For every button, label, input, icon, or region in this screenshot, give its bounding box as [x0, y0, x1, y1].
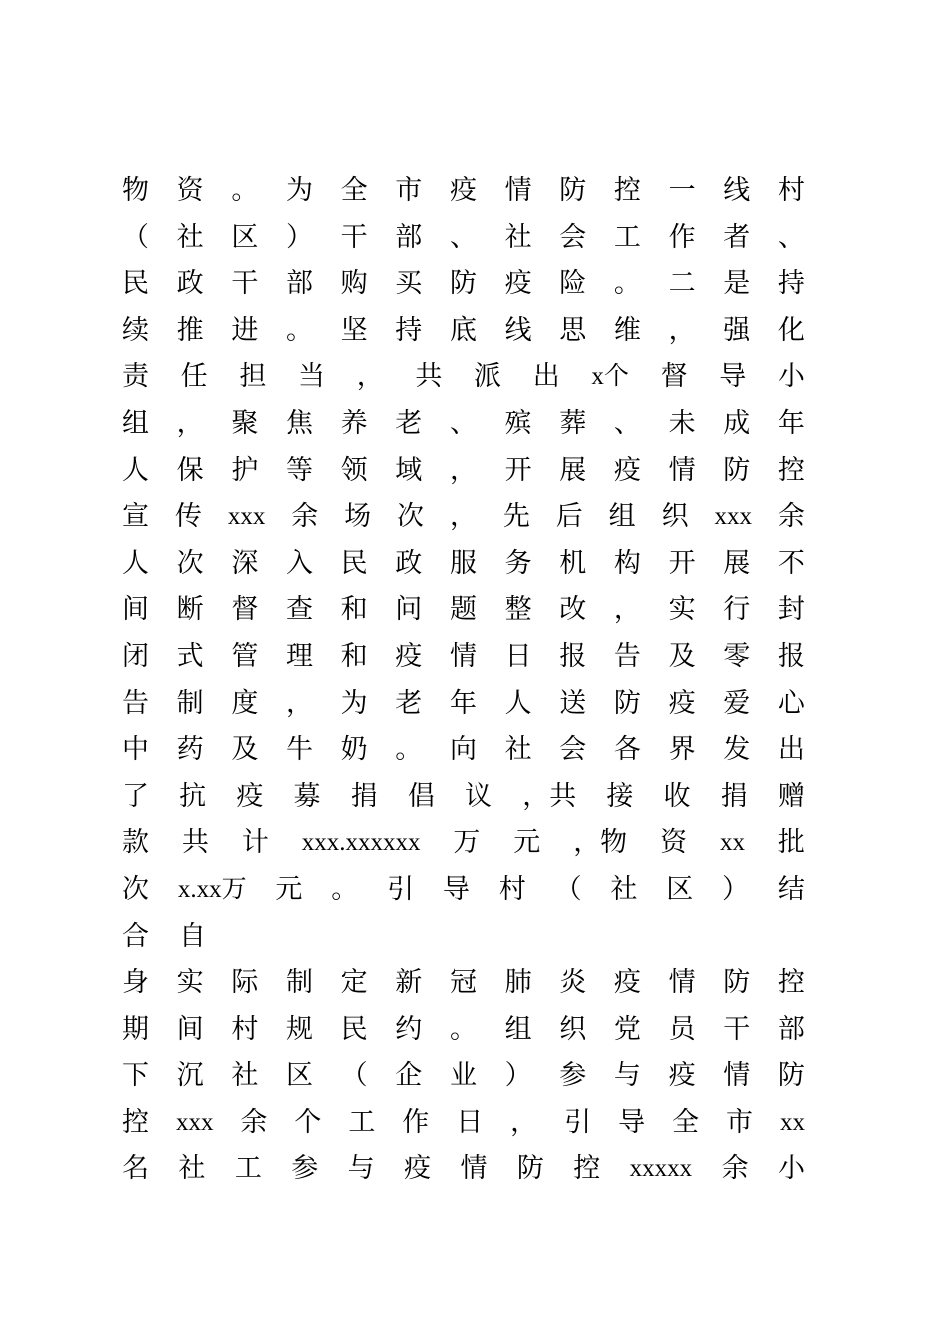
text-token: 二 — [668, 268, 696, 300]
text-token: ， — [356, 361, 384, 393]
text-token: 一 — [668, 175, 696, 206]
text-token: ，共 — [522, 780, 577, 812]
text-token: 开 — [504, 454, 532, 486]
text-token: 会 — [559, 221, 587, 253]
text-token: 殡 — [504, 407, 532, 439]
text-token: 疫 — [668, 687, 696, 719]
text-token: 了 — [122, 780, 149, 812]
text-line — [122, 1100, 805, 1147]
text-token: 险 — [559, 268, 587, 300]
text-token: xxx — [227, 503, 266, 531]
text-token: 村 — [777, 175, 805, 206]
text-token: 导 — [618, 1106, 646, 1138]
text-token: 社 — [176, 221, 204, 253]
text-token: 接 — [606, 780, 634, 812]
text-token: 党 — [613, 1013, 641, 1045]
text-token: 、 — [777, 221, 805, 253]
text-token: 传 — [174, 501, 202, 533]
text-token: 元 — [275, 873, 303, 905]
text-token: 市 — [725, 1106, 753, 1138]
text-token: 情 — [723, 1060, 751, 1092]
text-token: 告 — [122, 687, 149, 719]
text-token: x个 — [591, 363, 629, 391]
text-token: xxx — [714, 503, 752, 531]
text-token: 间 — [122, 594, 149, 626]
text-token: 肺 — [504, 967, 532, 999]
text-token: ，物 — [573, 827, 628, 859]
text-token: 为 — [285, 175, 313, 206]
text-token: 和 — [340, 594, 368, 626]
text-token: 干 — [723, 1013, 751, 1045]
text-token: 买 — [395, 268, 423, 300]
text-token: 际 — [231, 967, 259, 999]
text-token: 政 — [395, 547, 423, 579]
text-token: x.xx万 — [177, 875, 247, 903]
text-token: 心 — [777, 687, 805, 719]
text-token: ， — [449, 454, 477, 486]
text-token: 当 — [298, 361, 326, 393]
text-token: 底 — [449, 314, 477, 346]
text-token: （ — [554, 873, 582, 905]
text-line — [122, 215, 805, 262]
text-token: 社 — [504, 734, 532, 766]
text-token: 题 — [449, 594, 477, 626]
text-token: 冠 — [449, 967, 477, 999]
text-token: 织 — [661, 501, 689, 533]
text-token: 新 — [395, 967, 423, 999]
text-token: 共 — [181, 827, 209, 859]
text-token: 问 — [395, 594, 423, 626]
text-token: 度 — [231, 687, 259, 719]
text-token: ） — [504, 1060, 532, 1092]
text-token: 防 — [449, 268, 477, 300]
text-token: 收 — [663, 780, 691, 812]
text-token: 控 — [613, 175, 641, 206]
text-token: 牛 — [285, 734, 313, 766]
text-token: 情 — [504, 175, 532, 206]
text-token: 控 — [122, 1106, 149, 1138]
text-token: 葬 — [559, 407, 587, 439]
text-token: 政 — [176, 268, 204, 300]
text-token: 元 — [513, 827, 541, 859]
text-token: 界 — [668, 734, 696, 766]
text-token: 次 — [176, 547, 204, 579]
text-token: ， — [176, 407, 204, 439]
text-line — [122, 168, 805, 215]
text-token: 报 — [777, 640, 805, 672]
text-token: 域 — [395, 454, 423, 486]
text-token: 管 — [231, 640, 259, 672]
text-token: 织 — [559, 1013, 587, 1045]
text-token: 送 — [559, 687, 587, 719]
text-token: 名 — [122, 1153, 149, 1185]
text-token: 化 — [777, 314, 805, 346]
text-token: 个 — [294, 1106, 322, 1138]
text-token: 部 — [395, 221, 423, 253]
text-token: 捐 — [350, 780, 378, 812]
text-line — [122, 634, 805, 681]
text-token: 余 — [240, 1106, 268, 1138]
text-token: 宣 — [122, 501, 149, 533]
text-token: 社 — [231, 1060, 259, 1092]
text-token: 情 — [668, 967, 696, 999]
text-line — [122, 308, 805, 355]
text-token: 责 — [122, 361, 149, 393]
text-token: 区 — [231, 221, 259, 253]
text-token: 。 — [331, 873, 359, 905]
text-token: 抗 — [179, 780, 207, 812]
text-token: 发 — [723, 734, 751, 766]
text-token: 倡 — [407, 780, 435, 812]
text-token: 自 — [179, 920, 206, 952]
text-line — [122, 494, 805, 541]
text-token: （ — [340, 1060, 368, 1092]
text-token: 场 — [344, 501, 372, 533]
text-token: 整 — [504, 594, 532, 626]
text-token: 向 — [449, 734, 477, 766]
text-token: 疫 — [613, 967, 641, 999]
text-token: ， — [613, 594, 641, 626]
text-token: 控 — [573, 1153, 601, 1185]
text-token: 次 — [397, 501, 425, 533]
text-token: 、 — [449, 221, 477, 253]
text-token: 。 — [395, 734, 423, 766]
text-token: 派 — [474, 361, 502, 393]
text-token: 防 — [723, 454, 751, 486]
text-token: 组 — [608, 501, 636, 533]
text-token: 改 — [559, 594, 587, 626]
text-token: 组 — [122, 407, 149, 439]
text-token: 余 — [777, 501, 805, 533]
text-token: 捐 — [720, 780, 748, 812]
text-token: 资 — [660, 827, 688, 859]
text-token: 参 — [291, 1153, 319, 1185]
text-token: 。 — [231, 175, 259, 206]
text-token: 社 — [504, 221, 532, 253]
text-token: 先 — [502, 501, 530, 533]
text-token: 款 — [122, 827, 149, 859]
text-token: xxxxx — [629, 1155, 693, 1183]
text-token: 防 — [613, 687, 641, 719]
text-token: 工 — [613, 221, 641, 253]
text-token: 展 — [723, 547, 751, 579]
text-token: 焦 — [285, 407, 313, 439]
text-token: 实 — [668, 594, 696, 626]
text-token: 封 — [777, 594, 805, 626]
text-token: 疫 — [236, 780, 264, 812]
text-token: 下 — [122, 1060, 149, 1092]
text-token: 村 — [498, 873, 526, 905]
text-token: 出 — [777, 734, 805, 766]
text-token: 控 — [777, 454, 805, 486]
text-token: 疫 — [404, 1153, 432, 1185]
text-token: 未 — [668, 407, 696, 439]
text-token: 坚 — [340, 314, 368, 346]
text-token: 导 — [442, 873, 470, 905]
text-token: ， — [285, 687, 313, 719]
text-token: 老 — [395, 687, 423, 719]
text-token: 开 — [668, 547, 696, 579]
text-token: 民 — [122, 268, 149, 300]
text-token: 务 — [504, 547, 532, 579]
text-token: 督 — [231, 594, 259, 626]
text-token: 实 — [176, 967, 204, 999]
text-token: 计 — [241, 827, 269, 859]
text-token: ） — [722, 873, 750, 905]
text-token: 等 — [285, 454, 313, 486]
text-token: 养 — [340, 407, 368, 439]
text-token: 和 — [340, 640, 368, 672]
text-token: 共 — [415, 361, 443, 393]
text-token: ， — [449, 501, 477, 533]
text-token: 情 — [460, 1153, 488, 1185]
text-token: 人 — [504, 687, 532, 719]
text-token: 年 — [777, 407, 805, 439]
text-token: 沉 — [176, 1060, 204, 1092]
text-token: 与 — [613, 1060, 641, 1092]
text-token: 思 — [559, 314, 587, 346]
text-token: 制 — [176, 687, 204, 719]
text-token: 市 — [395, 175, 423, 206]
text-token: 合 — [122, 920, 149, 952]
text-token: 领 — [340, 454, 368, 486]
text-token: 人 — [122, 454, 149, 486]
text-line — [122, 681, 805, 728]
text-token: 业 — [449, 1060, 477, 1092]
text-token: 组 — [504, 1013, 532, 1045]
text-token: 募 — [293, 780, 321, 812]
text-token: 疫 — [504, 268, 532, 300]
text-line — [122, 774, 805, 821]
text-token: 成 — [723, 407, 751, 439]
text-token: 不 — [777, 547, 805, 579]
text-token: 。 — [613, 268, 641, 300]
text-token: 作 — [668, 221, 696, 253]
text-token: 村 — [231, 1013, 259, 1045]
text-token: 奶 — [340, 734, 368, 766]
text-token: 中 — [122, 734, 149, 766]
text-token: 续 — [122, 314, 149, 346]
text-line — [122, 727, 805, 774]
text-token: 保 — [176, 454, 204, 486]
text-token: 与 — [347, 1153, 375, 1185]
text-line — [122, 448, 805, 495]
text-token: 工 — [234, 1153, 262, 1185]
text-token: 持 — [395, 314, 423, 346]
text-token: 日 — [456, 1106, 484, 1138]
text-token: 疫 — [449, 175, 477, 206]
text-token: 报 — [559, 640, 587, 672]
text-token: 批 — [777, 827, 805, 859]
text-token: 期 — [122, 1013, 149, 1045]
text-token: 规 — [285, 1013, 313, 1045]
text-token: 物 — [122, 175, 149, 206]
text-token: 民 — [340, 1013, 368, 1045]
text-token: 入 — [285, 547, 313, 579]
text-token: 维 — [613, 314, 641, 346]
text-token: 议 — [465, 780, 493, 812]
text-line — [122, 820, 805, 867]
text-token: 区 — [285, 1060, 313, 1092]
text-token: 督 — [660, 361, 688, 393]
text-token: 。 — [449, 1013, 477, 1045]
text-token: 人 — [122, 547, 149, 579]
text-line — [122, 867, 805, 914]
text-token: 查 — [285, 594, 313, 626]
text-token: 次 — [122, 873, 149, 905]
text-token: 控 — [777, 967, 805, 999]
text-token: xxx.xxxxxx — [301, 829, 421, 857]
text-token: 引 — [564, 1106, 592, 1138]
text-token: 行 — [723, 594, 751, 626]
text-token: 全 — [340, 175, 368, 206]
text-token: 理 — [285, 640, 313, 672]
text-token: 防 — [777, 1060, 805, 1092]
text-token: 防 — [723, 967, 751, 999]
text-line — [122, 261, 805, 308]
text-token: 身 — [122, 967, 149, 999]
text-token: 定 — [340, 967, 368, 999]
text-token: 服 — [449, 547, 477, 579]
text-token: 进 — [231, 314, 259, 346]
text-token: 疫 — [668, 1060, 696, 1092]
text-token: 情 — [449, 640, 477, 672]
text-token: 结 — [777, 873, 805, 905]
text-token: 日 — [504, 640, 532, 672]
text-token: 后 — [555, 501, 583, 533]
text-token: 部 — [777, 1013, 805, 1045]
text-token: 强 — [723, 314, 751, 346]
text-token: 爱 — [723, 687, 751, 719]
text-token: 告 — [613, 640, 641, 672]
text-line — [122, 914, 805, 961]
text-token: 部 — [285, 268, 313, 300]
text-line — [122, 541, 805, 588]
text-token: 员 — [668, 1013, 696, 1045]
text-token: 参 — [559, 1060, 587, 1092]
text-token: 聚 — [231, 407, 259, 439]
text-token: 式 — [176, 640, 204, 672]
text-token: 赠 — [777, 780, 805, 812]
text-token: 小 — [777, 1153, 805, 1185]
text-token: 老 — [395, 407, 423, 439]
text-token: （ — [122, 221, 149, 253]
text-token: 零 — [723, 640, 751, 672]
text-token: 制 — [285, 967, 313, 999]
text-token: 推 — [176, 314, 204, 346]
text-token: 干 — [231, 268, 259, 300]
text-token: 者 — [723, 221, 751, 253]
text-token: xxx — [175, 1108, 214, 1136]
text-token: 干 — [340, 221, 368, 253]
text-line — [122, 401, 805, 448]
text-token: 导 — [719, 361, 747, 393]
text-line — [122, 587, 805, 634]
text-token: 药 — [176, 734, 204, 766]
text-token: 、 — [613, 407, 641, 439]
text-token: 线 — [504, 314, 532, 346]
text-token: 担 — [239, 361, 267, 393]
text-token: 作 — [402, 1106, 430, 1138]
text-token: 会 — [559, 734, 587, 766]
text-token: 区 — [666, 873, 694, 905]
text-line — [122, 1053, 805, 1100]
text-token: 防 — [559, 175, 587, 206]
text-token: 小 — [777, 361, 805, 393]
text-token: 是 — [723, 268, 751, 300]
text-token: 情 — [668, 454, 696, 486]
text-token: 企 — [395, 1060, 423, 1092]
text-line — [122, 1007, 805, 1054]
text-token: 、 — [449, 407, 477, 439]
text-token: 深 — [231, 547, 259, 579]
text-token: 万 — [453, 827, 481, 859]
text-token: 引 — [387, 873, 415, 905]
text-token: ） — [285, 221, 313, 253]
text-token: 间 — [176, 1013, 204, 1045]
text-token: 持 — [777, 268, 805, 300]
text-token: 年 — [449, 687, 477, 719]
text-token: 断 — [176, 594, 204, 626]
text-token: 疫 — [395, 640, 423, 672]
text-token: 疫 — [613, 454, 641, 486]
text-token: ， — [510, 1106, 538, 1138]
text-token: 资 — [176, 175, 204, 206]
text-token: 工 — [348, 1106, 376, 1138]
text-token: 社 — [178, 1153, 206, 1185]
text-token: 闭 — [122, 640, 149, 672]
text-line — [122, 354, 805, 401]
text-token: 构 — [613, 547, 641, 579]
text-token: 展 — [559, 454, 587, 486]
text-token: xx — [720, 829, 745, 857]
text-token: 全 — [672, 1106, 700, 1138]
text-token: 各 — [613, 734, 641, 766]
text-token: 社 — [610, 873, 638, 905]
text-token: 民 — [340, 547, 368, 579]
text-token: 购 — [340, 268, 368, 300]
text-line — [122, 1146, 805, 1193]
text-token: 为 — [340, 687, 368, 719]
text-token: 出 — [532, 361, 560, 393]
text-line — [122, 960, 805, 1007]
text-token: 及 — [668, 640, 696, 672]
text-token: 炎 — [559, 967, 587, 999]
text-token: 防 — [516, 1153, 544, 1185]
body-text — [122, 168, 805, 1193]
text-token: xx — [779, 1108, 805, 1136]
text-token: 。 — [285, 314, 313, 346]
text-token: 及 — [231, 734, 259, 766]
text-token: 机 — [559, 547, 587, 579]
text-token: 约 — [395, 1013, 423, 1045]
text-token: 余 — [721, 1153, 749, 1185]
text-token: ， — [668, 314, 696, 346]
text-token: 护 — [231, 454, 259, 486]
text-token: 余 — [291, 501, 319, 533]
text-token: 任 — [180, 361, 208, 393]
text-token: 线 — [723, 175, 751, 206]
